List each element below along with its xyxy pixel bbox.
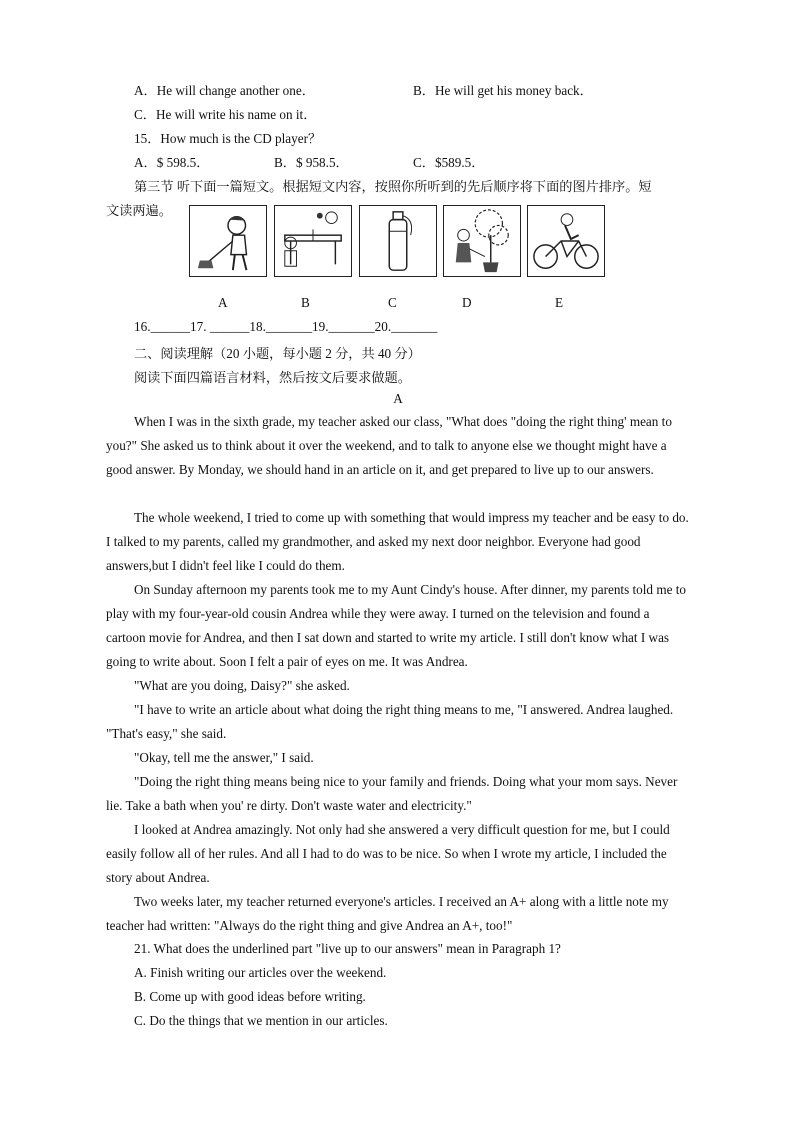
paragraph-2: The whole weekend, I tried to come up with something that would impress my teacher and be easy to do. I talked to my parents, called my grandmother, and asked my next door neighbor. Everyone had good answers,but I didn't feel like I could do them. xyxy=(106,510,689,573)
paragraph-1: When I was in the sixth grade, my teacher asked our class, "What does "doing the right thing' mean to you?" She asked us to think about it over the weekend, and to talk to anyone else we thought might have a good answer. By Monday, we should hand in an article on it, and get prepared to live up to our answers. xyxy=(106,414,672,477)
reading-section-title: 二、阅读理解（20 小题，每小题 2 分，共 40 分） xyxy=(134,346,421,361)
q14-option-b: B．He will get his money back． xyxy=(413,83,593,98)
picture-label-d: D xyxy=(462,295,472,310)
paragraph-7: "Doing the right thing means being nice to your family and friends. Doing what your mom says. Never lie. Take a bath when you' re dirty. Don't waste water and electricity." xyxy=(106,774,678,813)
question-21: 21. What does the underlined part "live up to our answers" mean in Paragraph 1? xyxy=(134,941,561,956)
boy-mopping-icon xyxy=(189,205,267,277)
q21-option-a: A. Finish writing our articles over the weekend. xyxy=(134,965,387,980)
picture-label-c: C xyxy=(388,295,397,310)
q14-option-a: A．He will change another one． xyxy=(134,83,315,98)
passage-label: A xyxy=(393,391,403,406)
q21-option-c: C. Do the things that we mention in our articles. xyxy=(134,1013,388,1028)
q14-option-c: C．He will write his name on it． xyxy=(134,107,317,122)
cycling-icon xyxy=(527,205,605,277)
answer-blanks: 16.______17. ______18._______19._______20._______ xyxy=(134,319,438,334)
paragraph-5: "I have to write an article about what doing the right thing means to me, "I answered. Andrea laughed. "That's easy," she said. xyxy=(106,702,674,741)
paragraph-6: "Okay, tell me the answer," I said. xyxy=(134,750,314,765)
paragraph-9: Two weeks later, my teacher returned everyone's articles. I received an A+ along with a little note my teacher had written: "Always do the right thing and give Andrea an A+, too!" xyxy=(106,894,669,933)
paragraph-8: I looked at Andrea amazingly. Not only had she answered a very difficult question for me, but I could easily follow all of her rules. And all I had to do was to be nice. So when I wrote my article, I included the story about Andrea. xyxy=(106,822,670,885)
q15-option-a: A．$ 598.5． xyxy=(134,155,210,170)
paragraph-3: On Sunday afternoon my parents took me to my Aunt Cindy's house. After dinner, my parents told me to play with my four-year-old cousin Andrea while they were away. I turned on the television and found a cartoon movie for Andrea, and then I sat down and started to write my article. I still don't know what I was going to write about. Soon I felt a pair of eyes on me. It was Andrea. xyxy=(106,582,686,669)
picture-label-e: E xyxy=(555,295,564,310)
picture-label-a: A xyxy=(218,295,228,310)
section3-instruction-line2: 文读两遍。 xyxy=(106,203,172,218)
section3-instruction-line1: 第三节 听下面一篇短文。根据短文内容，按照你所听到的先后顺序将下面的图片排序。短 xyxy=(134,179,652,194)
reading-instruction: 阅读下面四篇语言材料，然后按文后要求做题。 xyxy=(134,370,411,385)
q15-option-c: C．$589.5． xyxy=(413,155,485,170)
question-15: 15．How much is the CD player？ xyxy=(134,131,322,146)
q15-option-b: B．$ 958.5． xyxy=(274,155,349,170)
table-tennis-icon xyxy=(274,205,352,277)
q21-option-b: B. Come up with good ideas before writing. xyxy=(134,989,366,1004)
picture-label-b: B xyxy=(301,295,310,310)
planting-tree-icon xyxy=(443,205,521,277)
water-bottle-icon xyxy=(359,205,437,277)
paragraph-4: "What are you doing, Daisy?" she asked. xyxy=(134,678,350,693)
picture-row xyxy=(187,205,603,279)
